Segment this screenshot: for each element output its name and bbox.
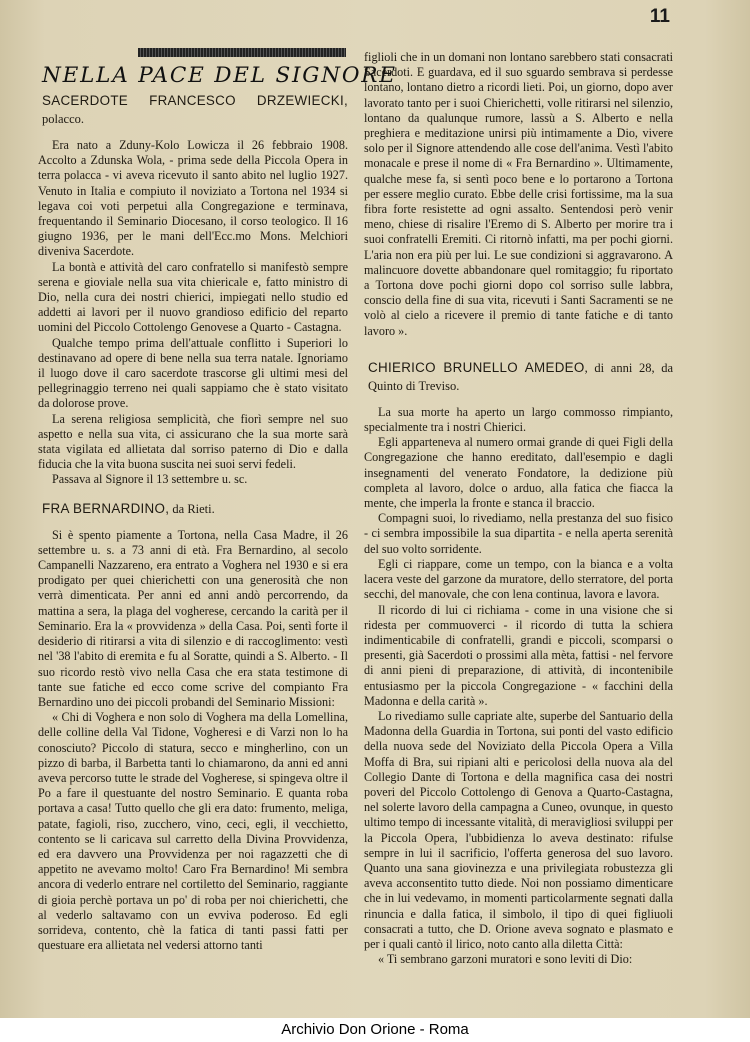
paragraph: Il ricordo di lui ci richiama - come in una visione che si ridesta per commuoverci - il ricordo di tutta la schiera indimenticabile di confratelli, grandi e piccoli, scomparsi o presenti, già Sacerdoti o prossimi alla mèta, fattisi - nel fervore di anni pieni di preparazione, di attività, di incontenibile entusiasmo per la piccola Congregazione - « facchini della Madonna e della carità ». [364,602,673,708]
section-title: NELLA PACE DEL SIGNORE [42,63,397,88]
paragraph: La sua morte ha aperto un largo commosso rimpianto, specialmente tra i nostri Chierici. [364,404,673,435]
left-column [38,48,397,953]
title-decoration-bar [138,48,346,57]
heading-origin: , di anni 28, da Quinto di Treviso. [368,360,674,393]
paragraph: « Ti sembrano garzoni muratori e sono leviti di Dio: [378,952,633,967]
paragraph: Compagni suoi, lo rivediamo, nella prestanza del suo fisico - ci sembra impossibile la sua dipartita - e nella aperta serenità del suo volto sorridente. [364,511,673,556]
paragraph: La bontà e attività del caro confratello si manifestò sempre serena e gioviale nella sua vita chiericale e, fatto ministro di Dio, nella cura dei nostri chierici, impiegati nello studio ed addetti ai lavori per il nuovo grandioso edificio del reparto uomini del Piccolo Cottolengo Genovese a Quarto - Castagna. [38,259,348,335]
article-heading-fra-bernardino [42,500,348,518]
paragraph: La serena religiosa semplicità, che fiorì sempre nel suo aspetto e nella sua vita, ci assicurano che la sua morte sarà stata vigilata ed allietata dal sorriso paterno di Dio e dalla fiducia che la vita buona suscita nei suoi servi fedeli. [38,411,348,472]
paragraph: Si è spento piamente a Tortona, nella Casa Madre, il 26 settembre u. s. a 73 anni di età. Fra Bernardino, al secolo Campanelli Nazzareno, era entrato a Voghera nel 1930 e si era prodigato per quei chierichetti con una generosità che non verrà dimenticata. Per anni ed anni andò percorrendo, da mattina a sera, la plaga del vogherese, cercando la carità per il Seminario. Era la « provvidenza » della Casa. Poi, sentì forte il desiderio di ritirarsi a vita di silenzio e di raccoglimento: vestì nel '38 l'abito di eremita e fu al Soratte, quindi a S. Alberto. - Il suo ricordo restò vivo nella Casa che era stata testimone di tante sue fatiche ed ecco come scrive del compianto Fra Bernardino uno dei piccoli probandi del Seminario Missioni: [38,527,348,709]
heading-origin: polacco. [42,112,84,126]
paragraph: Qualche tempo prima dell'attuale conflitto i Superiori lo destinavano ad opere di bene nella sua terra natale. Ignoriamo il luogo dove il caro sacerdote trascorse gli ultimi mesi del pellegrinaggio terreno nei quali sappiamo che è stato visitato da dolorose prove. [38,335,348,411]
paragraph: « Chi di Voghera e non solo di Voghera ma della Lomellina, delle colline della Val Tidone, Vogheresi e di Varzi non lo ha conosciuto? Piccolo di statura, secco e mingherlino, con un pizzo di barba, il Barbetta tanti lo chiamarono, da anni ed anni aveva percorso tutte le strade del Vogherese, si spingeva oltre il Po a fare il questuante del nostro Seminario. E quanta roba portava a casa! Tutto quello che gli era dato: frumento, meliga, patate, fagioli, riso, zucchero, vino, ceci, egli, il vecchietto, contento se li caricava sul carretto della Divina Provvidenza, ed era davvero una Provvidenza per noi ragazzetti che di appetito ne avevamo molto! Caro Fra Bernardino! Mi sembra ancora di vederlo entrare nel cortiletto del Seminario, raggiante di gioia perchè portava un po' di roba per noi chierichetti, che al vederlo saltavamo con un evviva poderoso. Ed egli sorrideva, contento, chè la fatica di tanti passi fatti per questuare era allietata nel vedersi attorno tanti [38,710,348,953]
paragraph: Era nato a Zduny-Kolo Lowicza il 26 febbraio 1908. Accolto a Zdunska Wola, - prima sede della Piccola Opera in terra polacca - vi aveva ricevuto il santo abito nel luglio 1927. Venuto in Italia e compiuto il noviziato a Tortona nel 1934 si legava coi voti perpetui alla Congregazione e terminava, frequentando il Seminario Diocesano, il corso teologico. Il 16 giugno 1936, per le mani dell'Ecc.mo Mons. Melchiori diveniva Sacerdote. [38,138,348,259]
right-column [364,50,673,967]
paragraph-continued: figlioli che in un domani non lontano sarebbero stati consacrati Sacerdoti. E guardava, ed il suo sguardo sembrava si perdesse lontano, lontano dietro a ricordi lieti. Poi, un giorno, dopo aver lavorato tanto per i suoi Chierichetti, volle ritirarsi nel silenzio, lontano da qualunque rumore, lassù a S. Alberto e nella preghiera e meditazione unirsi più intimamente a Dio, vivere solo per il Signore attendendo alle cose dell'anima. Vestì l'abito monacale e prese il nome di « Fra Bernardino ». Ultimamente, qualche mese fa, si sentì poco bene e lo portarono a Tortona per essere meglio curato. Ebbe delle crisi fortissime, ma la sua fibra forte resistette ad ogni assalto. Sentendosi però venir meno, chiese di risalire l'Eremo di S. Alberto per morire tra i suoi confratelli Eremiti. Ci ritornò infatti, ma per pochi giorni. L'aria non era più per lui. Le sue condizioni si aggravarono. A malincuore dovette abbandonare quel romitaggio; fu riportato a Tortona dove pochi giorni dopo col sorriso sulle labbra, conscio della fine di sua vita, ricevuti i Santi Sacramenti se ne volò al cielo a ricevere il premio di tante fatiche e di tanto lavoro ». [364,50,673,338]
paragraph: Lo rivediamo sulle capriate alte, superbe del Santuario della Madonna della Guardia in Tortona, sui ponti del vasto edificio della nuova sede del Noviziato della Piccola Opera a Villa Moffa di Bra, sui ripiani alti e pericolosi della nuova ala del Collegio Dante di Tortona e della magnifica casa dei nostri poveri del Piccolo Cottolengo di Genova a Quarto-Castagna, nel solerte lavoro della campagna a Cuneo, ovunque, in questo ultimo tempo di incessante vitalità, di meravigliosi sviluppi per la Piccola Opera, l'ubbidienza lo aveva destinato: rifulse sempre in lui il sacrificio, l'offerta generosa del suo lavoro. Quanto una sana giovinezza e una privilegiata robustezza gli aveva acconsentito tutto diede. Noi non possiamo dimenticare che in lui vedevamo, in momenti particolarmente segnati dalla rinuncia e dalla fatica, il simbolo, il tipo di quei figliuoli consacrati a tutto, che D. Orione aveva sognato e plasmato e per i quali cantò il lirico, noto canto alla diletta Città: [364,708,673,951]
archive-footer: Archivio Don Orione - Roma [0,1018,750,1042]
paragraph: Passava al Signore il 13 settembre u. sc. [52,472,248,487]
article-heading-drzewiecki [42,92,348,128]
paragraph: Egli apparteneva al numero ormai grande di quei Figli della Congregazione che hanno ereditato, dall'esempio e dagli insegnamenti del venerato Fondatore, la dedizione più completa al lavoro, dolce o arduo, alla fatica che fiacca la mente, che imperla la fronte e stanca il braccio. [364,435,673,511]
heading-name: FRA BERNARDINO, [42,500,170,516]
heading-name: CHIERICO BRUNELLO AMEDEO [368,359,585,375]
heading-origin: da Rieti. [169,501,215,516]
paragraph: Egli ci riappare, come un tempo, con la bianca e a volta lacera veste del garzone da muratore, dello sterratore, del porta secchi, del manovale, che con lena continua, lavora e lavora. [364,556,673,602]
page-number: 11 [649,6,670,27]
article-heading-brunello [368,359,673,395]
heading-name: SACERDOTE FRANCESCO DRZEWIECKI, [42,93,348,108]
